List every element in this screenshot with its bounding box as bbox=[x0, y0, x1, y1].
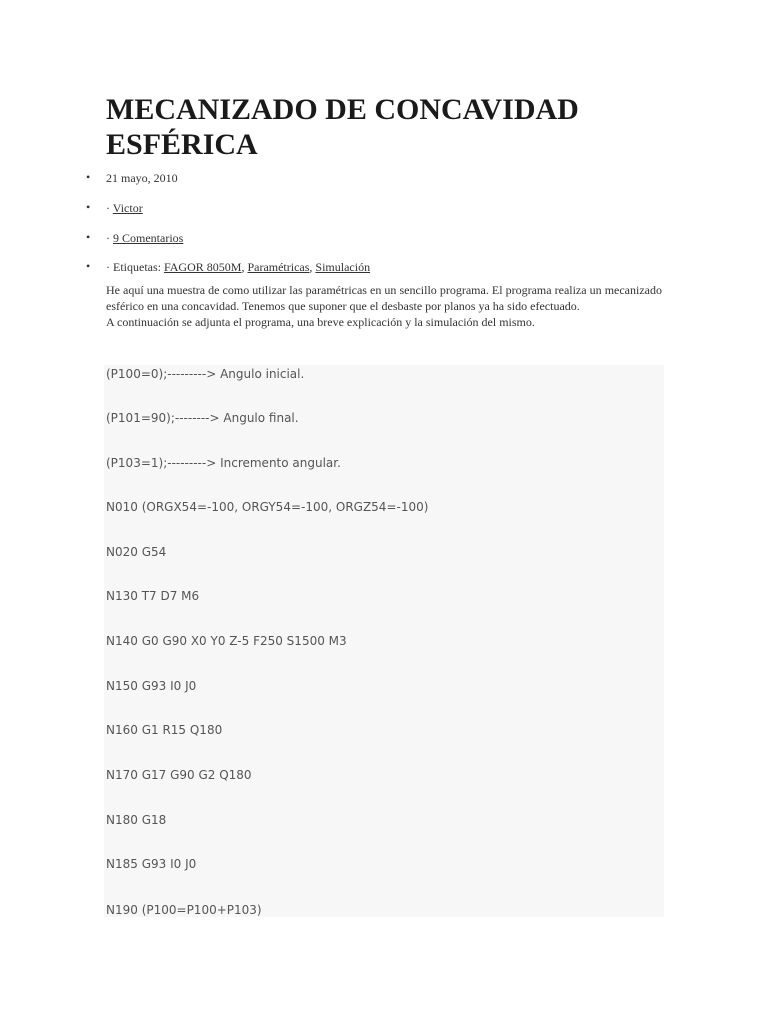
comments-link[interactable]: 9 Comentarios bbox=[113, 231, 184, 245]
meta-prefix: · bbox=[106, 231, 113, 245]
tags-label: · Etiquetas: bbox=[106, 260, 164, 274]
tag-link-fagor[interactable]: FAGOR 8050M bbox=[163, 260, 242, 274]
bullet-icon: • bbox=[86, 230, 91, 244]
code-line: N020 G54 bbox=[106, 545, 167, 559]
code-line: (P100=0);---------> Angulo inicial. bbox=[106, 367, 305, 381]
code-line: (P101=90);--------> Angulo final. bbox=[106, 411, 299, 425]
code-line: N185 G93 I0 J0 bbox=[106, 857, 197, 871]
intro-text bbox=[106, 282, 662, 330]
tag-separator: , bbox=[309, 260, 316, 274]
meta-prefix: · bbox=[106, 201, 113, 215]
bullet-icon: • bbox=[86, 200, 91, 214]
tag-separator: , bbox=[241, 260, 248, 274]
post-date: 21 mayo, 2010 bbox=[106, 171, 178, 185]
code-line: N010 (ORGX54=-100, ORGY54=-100, ORGZ54=-100) bbox=[106, 500, 429, 514]
code-line: N160 G1 R15 Q180 bbox=[106, 723, 223, 737]
tag-link-simulacion[interactable]: Simulación bbox=[315, 260, 371, 274]
bullet-icon: • bbox=[86, 170, 91, 184]
bullet-icon: • bbox=[86, 259, 91, 273]
code-line: N130 T7 D7 M6 bbox=[106, 589, 200, 603]
title-line-1: MECANIZADO DE CONCAVIDAD bbox=[106, 93, 579, 126]
author-link[interactable]: Victor bbox=[112, 201, 143, 215]
tag-link-parametricas[interactable]: Paramétricas bbox=[247, 260, 310, 274]
code-line: N170 G17 G90 G2 Q180 bbox=[106, 768, 252, 782]
code-block bbox=[104, 365, 664, 917]
intro-paragraph: He aquí una muestra de como utilizar las paramétricas en un sencillo programa. El programa realiza un mecanizado esférico en una concavidad. Tenemos que suponer que el desbaste por planos ya ha sido efectuado. bbox=[106, 283, 662, 313]
code-line: N150 G93 I0 J0 bbox=[106, 679, 197, 693]
code-line: N190 (P100=P100+P103) bbox=[106, 903, 262, 917]
intro-followup: A continuación se adjunta el programa, una breve explicación y la simulación del mismo. bbox=[106, 315, 535, 329]
page-title bbox=[106, 92, 666, 162]
code-line: N140 G0 G90 X0 Y0 Z-5 F250 S1500 M3 bbox=[106, 634, 347, 648]
title-line-2: ESFÉRICA bbox=[106, 128, 258, 161]
code-line: N180 G18 bbox=[106, 813, 167, 827]
code-line: (P103=1);---------> Incremento angular. bbox=[106, 456, 341, 470]
